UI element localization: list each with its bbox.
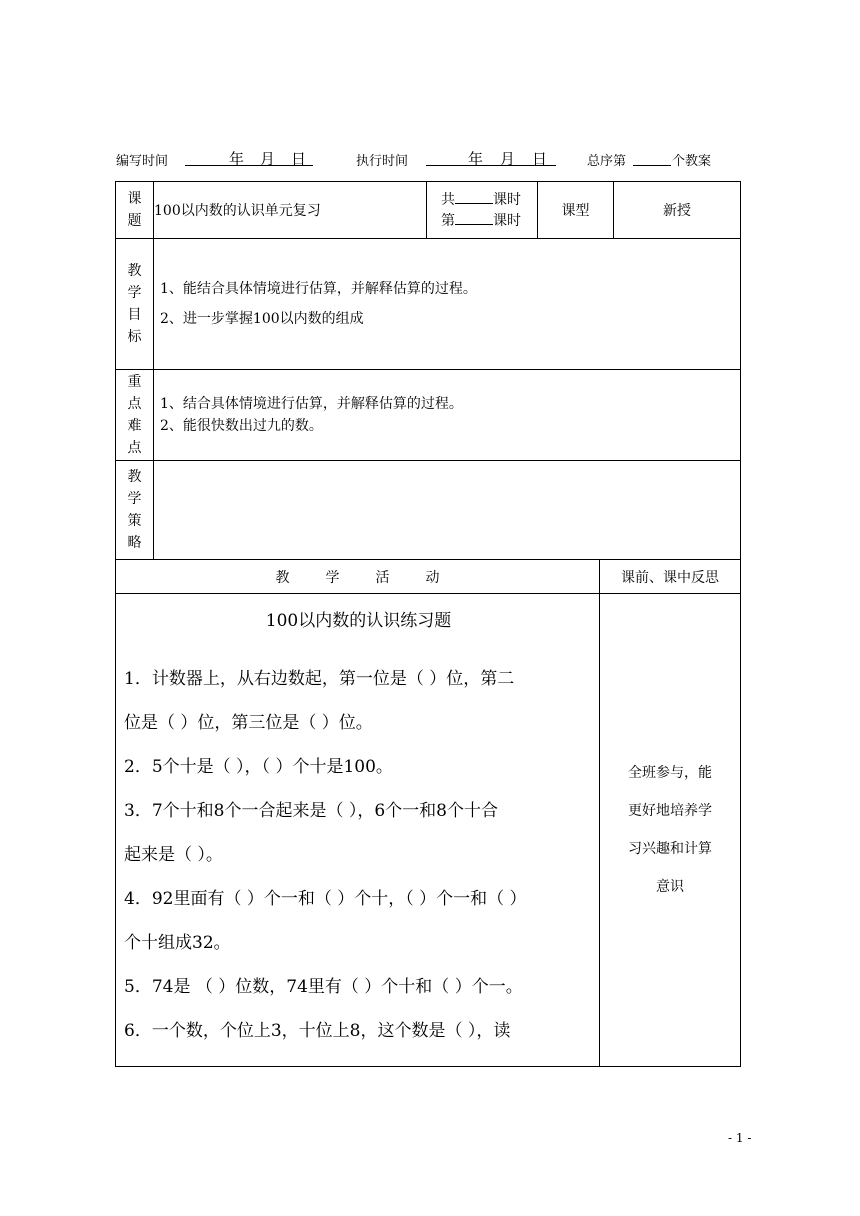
goal-item: 2、进一步掌握100以内数的组成	[160, 311, 364, 327]
reflection-line: 意识	[656, 879, 684, 895]
topic-value: 100以内数的认识单元复习	[154, 182, 427, 239]
type-label: 课型	[538, 182, 614, 239]
key-points-row	[116, 370, 741, 461]
lesson-plan-table	[115, 181, 741, 1067]
total-order-suffix: 个教案	[672, 154, 712, 169]
reflection-line: 全班参与，能	[628, 765, 712, 781]
reflection-header: 课前、课中反思	[600, 560, 741, 594]
exercise-line: 3．7个十和8个一合起来是（ ），6个一和8个十合	[124, 801, 498, 821]
reflection-line: 更好地培养学	[628, 803, 712, 819]
type-value: 新授	[614, 182, 741, 239]
activity-content-row	[116, 594, 741, 1067]
exercise-line: 1．计数器上，从右边数起，第一位是（ ）位，第二	[124, 669, 515, 689]
topic-label: 课 题	[116, 182, 154, 239]
key-points-label: 重 点 难 点	[116, 370, 154, 461]
key-point-item: 2、能很快数出过九的数。	[160, 418, 323, 434]
exercise-line: 2．5个十是（ ），（ ）个十是100。	[124, 757, 393, 777]
write-time-label: 编写时间	[116, 154, 169, 169]
total-order-underline	[633, 150, 671, 166]
exec-month: 月	[500, 150, 516, 168]
exercise-line: 起来是（ ）。	[124, 845, 223, 865]
write-day: 日	[291, 150, 307, 168]
strategy-label: 教 学 策 略	[116, 461, 154, 560]
header-line	[116, 150, 741, 168]
key-point-item: 1、结合具体情境进行估算，并解释估算的过程。	[160, 396, 463, 412]
hours-total: 共 课时	[441, 189, 537, 210]
goals-content	[154, 239, 741, 370]
reflection-line: 习兴趣和计算	[628, 841, 712, 857]
hours-cell	[427, 182, 538, 239]
total-order-prefix: 总序第	[587, 154, 627, 169]
exercise-line: 5．74是 （ ）位数，74里有（ ）个十和（ ）个一。	[124, 977, 523, 997]
exercise-line: 6．一个数，个位上3，十位上8，这个数是（ ），读	[124, 1021, 511, 1041]
exercise-title: 100以内数的认识练习题	[265, 611, 452, 631]
goals-label: 教 学 目 标	[116, 239, 154, 370]
exercise-line: 位是（ ）位，第三位是（ ）位。	[124, 713, 373, 733]
write-month: 月	[260, 150, 276, 168]
exercise-line: 4．92里面有（ ）个一和（ ）个十，（ ）个一和（ ）	[124, 889, 527, 909]
strategy-row	[116, 461, 741, 560]
goal-item: 1、能结合具体情境进行估算，并解释估算的过程。	[160, 281, 477, 297]
strategy-content	[154, 461, 741, 560]
exercise-line: 个十组成32。	[124, 933, 231, 953]
exec-time-label: 执行时间	[356, 154, 409, 169]
exec-day: 日	[532, 150, 548, 168]
hours-current: 第 课时	[441, 210, 537, 231]
activity-header-row	[116, 560, 741, 594]
activity-header: 教 学 活 动	[116, 560, 600, 594]
goals-row	[116, 239, 741, 370]
key-points-content	[154, 370, 741, 461]
exercise-content	[116, 594, 600, 1067]
exec-year: 年	[468, 150, 484, 168]
topic-row	[116, 182, 741, 239]
page-number: - 1 -	[728, 1131, 752, 1145]
write-year: 年	[229, 150, 245, 168]
reflection-content	[600, 594, 741, 1067]
